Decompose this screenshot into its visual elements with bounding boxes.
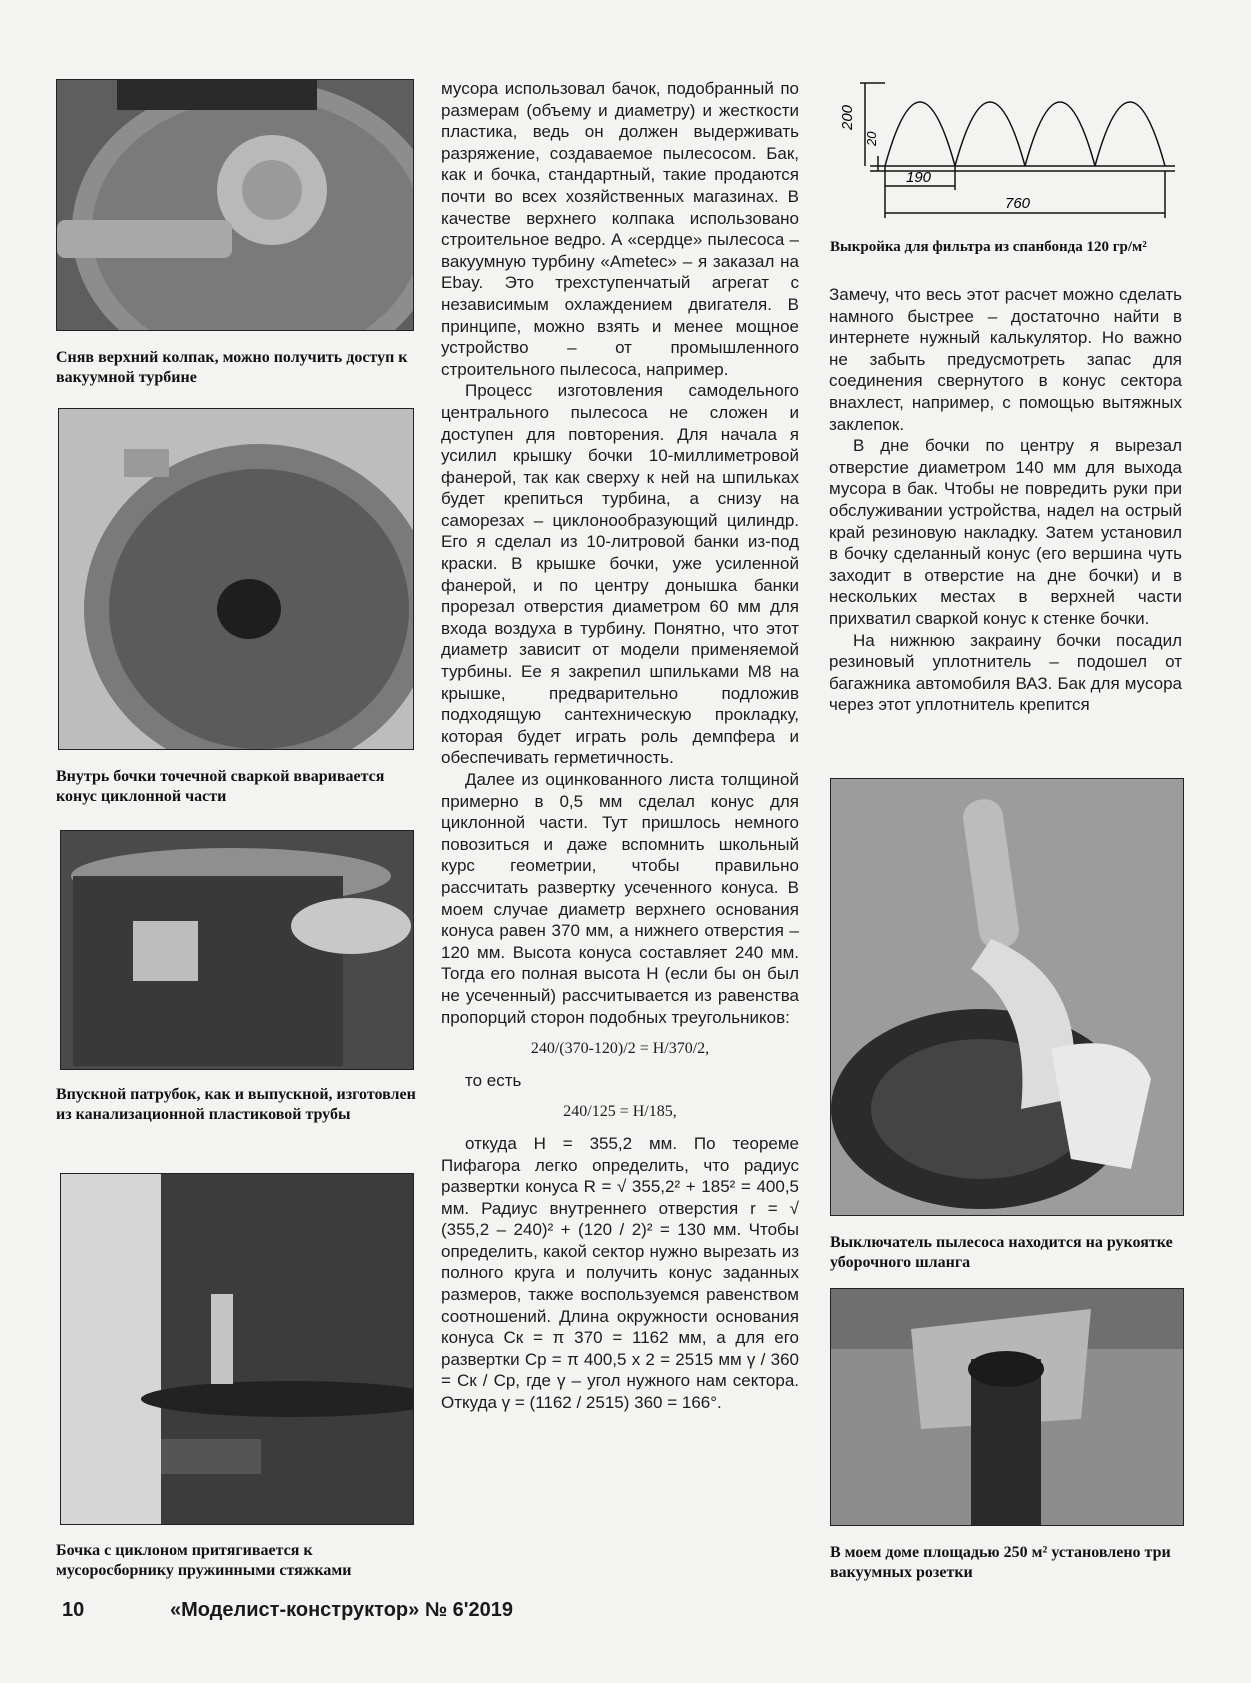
magazine-footer: «Моделист-конструктор» № 6'2019 [170,1599,514,1621]
caption-cone: Внутрь бочки точечной сваркой вваривается конус циклонной части [56,768,385,805]
photo-barrel-clamps [60,1173,414,1525]
turbine-photo-image [57,80,413,330]
filter-pattern-diagram [830,78,1190,228]
middle-paragraph-4: откуда Н = 355,2 мм. По теореме Пифагора легко определить, что радиус развертки конуса R = √ 355,2² + 185² = 400,5 мм. Радиус внутреннего отверстия r = √ (355,2 – 240)² + (120 / 2)² = 130 мм. Чтобы определить, какой сектор нужно вырезать из полного круга и получить конус заданных размеров, также воспользуемся равенством соотношений. Длина окружности основания конуса Ск = π 370 = 1162 мм, а для его развертки Ср = π 400,5 х 2 = 2515 мм γ / 360 = Ск / Ср, где γ – угол нужного нам сектора. Откуда γ = (1162 / 2515) 360 = 166°. [441,1133,799,1413]
photo-vacuum-socket [830,1288,1184,1526]
text-to-est: то есть [465,1070,522,1090]
formula-simplified: 240/125 = H/185, [563,1103,677,1121]
dim-label-20: 20 [864,131,879,146]
arc-4 [1095,102,1165,166]
dim-label-190: 190 [906,169,932,186]
caption-hose: Выключатель пылесоса находится на рукоятке уборочного шланга [830,1234,1173,1271]
cone-photo-image [59,409,413,749]
right-paragraph-2: В дне бочки по центру я вырезал отверстие диаметром 140 мм для выхода мусора в бак. Чтобы не повредить руки при обслуживании устройства, надел на острый край резиновую накладку. Затем установил в бочку сделанный конус (его вершина чуть заходит в отверстие на дне бочки) и в нескольких местах в верхней части прихватил сваркой конус к стенке бочки. [829,436,1182,628]
caption-turbine: Сняв верхний колпак, можно получить доступ к вакуумной турбине [56,349,408,386]
socket-photo-image [831,1289,1183,1525]
caption-diagram: Выкройка для фильтра из спанбонда 120 гр/м² [830,239,1147,255]
caption-inlet: Впускной патрубок, как и выпускной, изготовлен из канализационной пластиковой трубы [56,1086,416,1123]
dim-label-760: 760 [1005,195,1031,212]
middle-paragraph-3: Далее из оцинкованного листа толщиной примерно в 0,5 мм сделал конус для циклонной части. Тут пришлось немного повозиться и даже вспомнить школьный курс геометрии, чтобы правильно рассчитать развертку усеченного конуса. В моем случае диаметр верхнего основания конуса равен 370 мм, а нижнего отверстия – 120 мм. Высота конуса составляет 240 мм. Тогда его полная высота Н (если бы он был не усеченный) рассчитывается из равенства пропорций сторон подобных треугольников: [441,770,799,1027]
filter-pattern-svg [830,78,1190,228]
photo-cone-inside [58,408,414,750]
page-number: 10 [62,1599,85,1621]
photo-inlet-pipe [60,830,414,1070]
middle-paragraph-2: Процесс изготовления самодельного центрального пылесоса не сложен и доступен для повторения. Для начала я усилил крышку бочки 10-миллиметровой фанерой, так как сверху к ней на шпильках будет крепиться турбина, а снизу на саморезах – циклонообразующий цилиндр. Его я сделал из 10-литровой банки из-под краски. В крышке бочки, уже усиленной фанерой, и по центру донышка банки прорезал отверстия диаметром 60 мм для входа воздуха в турбину. Понятно, что этот диаметр зависит от модели применяемой турбины. Ее я закрепил шпильками М8 на крышке, предварительно подложив подходящую сантехническую прокладку, которая будет играть роль демпфера и обеспечивать герметичность. [441,381,799,768]
arc-2 [955,102,1025,166]
right-paragraph-3: На нижнюю закраину бочки посадил резиновый уплотнитель – подошел от багажника автомобиля ВАЗ. Бак для мусора через этот уплотнитель крепится [829,630,1182,715]
middle-paragraph-1: мусора использовал бачок, подобранный по размерам (объему и диаметру) и жесткости пластика, ведь он должен выдерживать разряжение, создаваемое пылесосом. Бак, как и бочка, стандартный, такие продаются почти во всех хозяйственных магазинах. В качестве верхнего колпака использовано строительное ведро. А «сердце» пылесоса – вакуумную турбину «Ametec» – я заказал на Ebay. Это трехступенчатый агрегат с независимым охлаждением двигателя. В принципе, можно взять и менее мощное устройство – от промышленного строительного пылесоса, например. [441,79,799,379]
photo-hose-switch [830,778,1184,1216]
formula-proportion: 240/(370-120)/2 = H/370/2, [530,1040,710,1058]
hose-photo-image [831,779,1183,1215]
caption-socket: В моем доме площадью 250 м² установлено три вакуумных розетки [830,1544,1171,1581]
middle-column [441,78,799,1414]
arc-1 [885,102,955,166]
right-column [829,284,1182,716]
caption-barrel: Бочка с циклоном притягивается к мусоросборнику пружинными стяжками [56,1542,352,1579]
photo-turbine [56,79,414,331]
arc-3 [1025,102,1095,166]
barrel-photo-image [61,1174,413,1524]
dim-label-200: 200 [839,104,856,130]
right-paragraph-1: Замечу, что весь этот расчет можно сделать намного быстрее – достаточно найти в интернете нужный калькулятор. Но важно не забыть предусмотреть запас для соединения свернутого в конус сектора внахлест, например, с помощью вытяжных заклепок. [829,285,1182,434]
inlet-photo-image [61,831,413,1069]
